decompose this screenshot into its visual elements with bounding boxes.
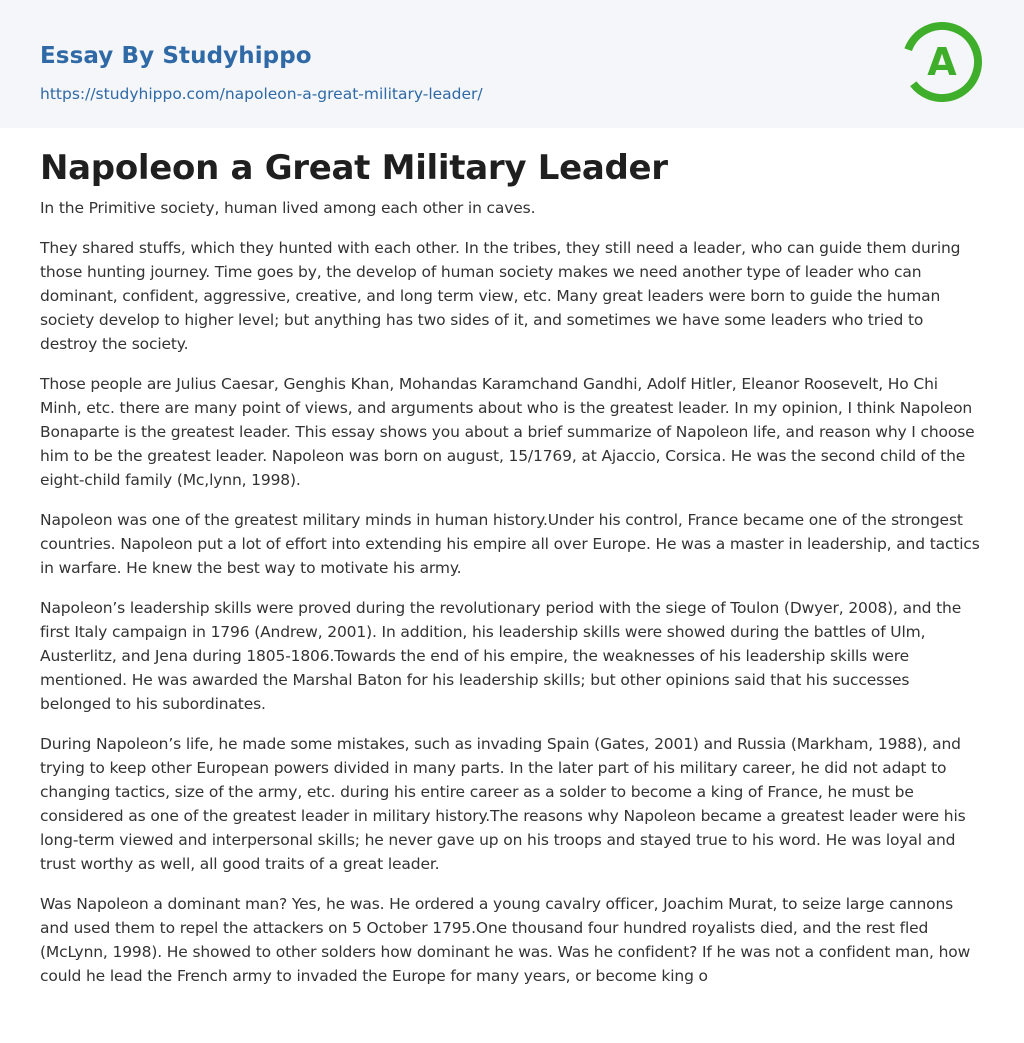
essay-url-link[interactable]: https://studyhippo.com/napoleon-a-great-military-leader/	[40, 85, 483, 103]
logo-ring-icon	[900, 20, 984, 104]
studyhippo-logo[interactable]	[900, 20, 984, 104]
site-header	[0, 0, 1024, 128]
essay-paragraph: Those people are Julius Caesar, Genghis Khan, Mohandas Karamchand Gandhi, Adolf Hitler, Eleanor Roosevelt, Ho Chi Minh, etc. there are many point of views, and arguments about who is the greatest leader. In my opinion, I think Napoleon Bonaparte is the greatest leader. This essay shows you about a brief summarize of Napoleon life, and reason why I choose him to be the greatest leader. Napoleon was born on august, 15/1769, at Ajaccio, Corsica. He was the second child of the eight-child family (Mc,lynn, 1998).	[40, 375, 975, 489]
essay-content	[0, 128, 1024, 988]
essay-title: Napoleon a Great Military Leader	[40, 148, 668, 188]
essay-paragraph: Napoleon’s leadership skills were proved during the revolutionary period with the siege of Toulon (Dwyer, 2008), and the first Italy campaign in 1796 (Andrew, 2001). In addition, his leadership skills were showed during the battles of Ulm, Austerlitz, and Jena during 1805-1806.Towards the end of his empire, the weaknesses of his leadership skills were mentioned. He was awarded the Marshal Baton for his leadership skills; but other opinions said that his successes belonged to his subordinates.	[40, 599, 962, 713]
brand-title: Essay By Studyhippo	[40, 43, 312, 69]
essay-paragraph: In the Primitive society, human lived among each other in caves.	[40, 199, 536, 217]
logo-letter: A	[927, 40, 957, 84]
essay-paragraph: Was Napoleon a dominant man? Yes, he was. He ordered a young cavalry officer, Joachim Murat, to seize large cannons and used them to repel the attackers on 5 October 1795.One thousand four hundred royalists died, and the rest fled (McLynn, 1998). He showed to other solders how dominant he was. Was he confident? If he was not a confident man, how could he lead the French army to invaded the Europe for many years, or become king o	[40, 895, 971, 985]
essay-paragraph: They shared stuffs, which they hunted with each other. In the tribes, they still need a leader, who can guide them during those hunting journey. Time goes by, the develop of human society makes we need another type of leader who can dominant, confident, aggressive, creative, and long term view, etc. Many great leaders were born to guide the human society develop to higher level; but anything has two sides of it, and sometimes we have some leaders who tried to destroy the society.	[40, 239, 961, 353]
essay-paragraph: During Napoleon’s life, he made some mistakes, such as invading Spain (Gates, 2001) and Russia (Markham, 1988), and trying to keep other European powers divided in many parts. In the later part of his military career, he did not adapt to changing tactics, size of the army, etc. during his entire career as a solder to become a king of France, he must be considered as one of the greatest leader in military history.The reasons why Napoleon became a greatest leader were his long-term viewed and interpersonal skills; he never gave up on his troops and stayed true to his word. He was loyal and trust worthy as well, all good traits of a great leader.	[40, 735, 966, 873]
essay-paragraph: Napoleon was one of the greatest military minds in human history.Under his control, France became one of the strongest countries. Napoleon put a lot of effort into extending his empire all over Europe. He was a master in leadership, and tactics in warfare. He knew the best way to motivate his army.	[40, 511, 980, 577]
